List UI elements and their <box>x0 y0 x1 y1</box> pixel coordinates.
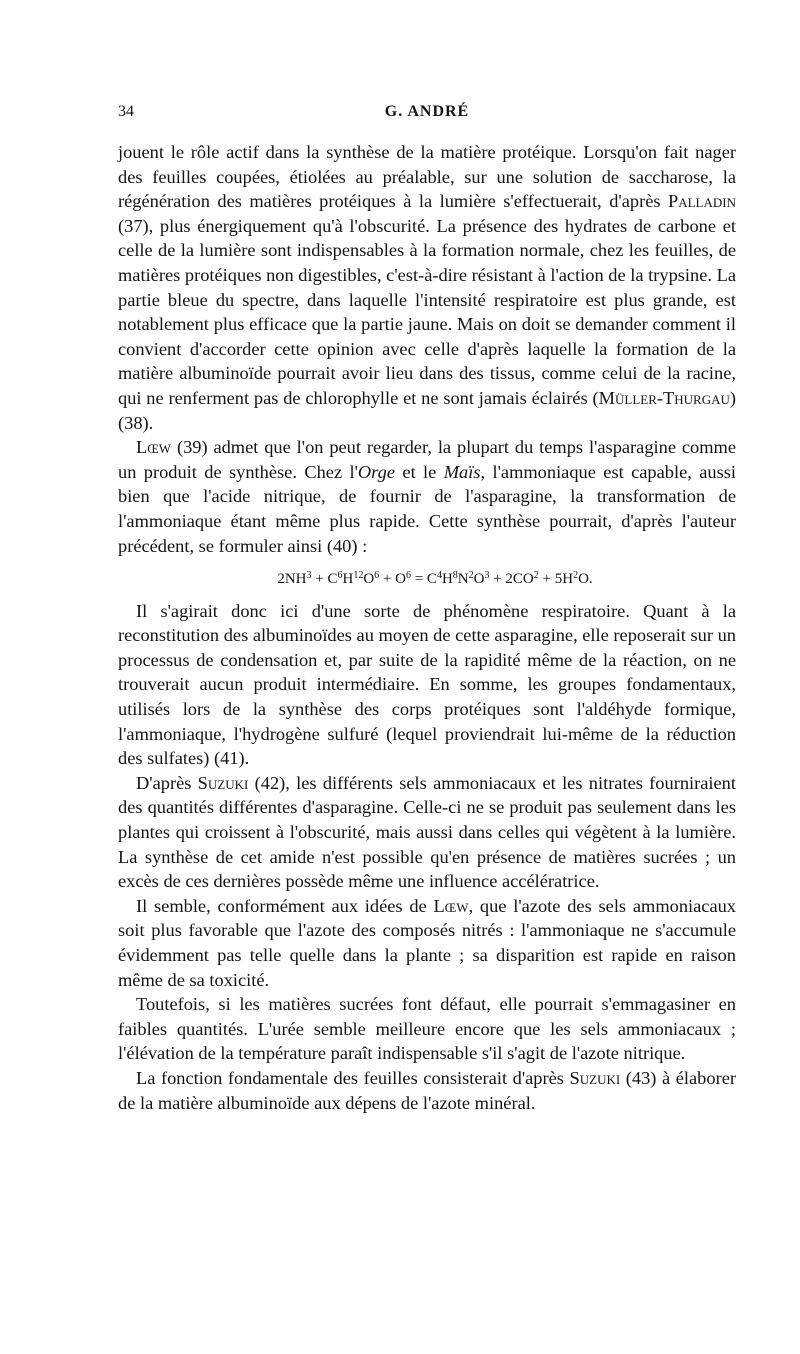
chemical-equation: $2NH^3 + C^6H^{12}O^6 + O^6 = C^4H^8N^2O^3 + 2CO^2 + 5H^2O$. <box>277 570 593 588</box>
body-text <box>118 140 736 1115</box>
plant-name: Orge <box>357 461 396 482</box>
author-name: Lœw <box>433 895 469 916</box>
paragraph: Il semble, conformément aux idées de Lœw, que l'azote des sels ammoniacaux soit plus favorable que l'azote des composés nitrés : l'ammoniaque ne s'accumule évidemment pas telle quelle dans la plante ; sa disparition est rapide en raison même de sa toxicité. <box>118 895 736 990</box>
paragraph: Toutefois, si les matières sucrées font défaut, elle pourrait s'emmagasiner en faibles quantités. L'urée semble meilleure encore que les sels ammoniacaux ; l'élévation de la température paraît indispensable s'il s'agit de l'azote nitrique. <box>118 994 736 1064</box>
paragraph: Il s'agirait donc ici d'une sorte de phénomène respiratoire. Quant à la reconstitution des albuminoïdes au moyen de cette asparagine, elle reposerait sur un processus de condensation et, par suite de la rapidité même de la réaction, on ne trouverait aucun produit intermédiaire. En somme, les groupes fondamentaux, utilisés lors de la synthèse des corps protéiques sont l'aldéhyde formique, l'ammoniaque, l'hydrogène sulfuré (lequel proviendrait lui-même de la réduction des sulfates) (41). <box>118 600 736 769</box>
plant-name: Maïs <box>443 461 481 482</box>
page-number: 34 <box>118 103 134 120</box>
page-header <box>118 101 736 127</box>
paragraph: La fonction fondamentale des feuilles consisterait d'après Suzuki (43) à élaborer de la matière albuminoïde aux dépens de l'azote minéral. <box>118 1067 736 1113</box>
author-name: Suzuki <box>197 772 249 793</box>
paragraph: jouent le rôle actif dans la synthèse de la matière protéique. Lorsqu'on fait nager des feuilles coupées, étiolées au préalable, sur une solution de saccharose, la régénération des matières protéiques à la lumière s'effectuerait, d'après Palladin (37), plus énergiquement qu'à l'obscurité. La présence des hydrates de carbone et celle de la lumière sont indispensables à la formation normale, chez les feuilles, de matières protéiques non digestibles, c'est-à-dire résistant à l'action de la trypsine. La partie bleue du spectre, dans laquelle l'intensité respiratoire est plus grande, est notablement plus efficace que la partie jaune. Mais on doit se demander comment il convient d'accorder cette opinion avec celle d'après laquelle la formation de la matière albuminoïde pourrait avoir lieu dans des tissus, comme celui de la racine, qui ne renferment pas de chlorophylle et ne sont jamais éclairés (Müller-Thurgau) (38). <box>118 142 736 433</box>
paragraph: D'après Suzuki (42), les différents sels ammoniacaux et les nitrates fourniraient des quantités différentes d'asparagine. Celle-ci ne se produit pas seulement dans les plantes qui croissent à l'obscurité, mais aussi dans celles qui végètent à la lumière. La synthèse de cet amide n'est possible qu'en présence de matières sucrées ; un excès de ces dernières possède même une influence accélératrice. <box>118 772 736 892</box>
author-name: Palladin <box>668 191 736 212</box>
author-name: Suzuki <box>569 1067 621 1088</box>
paragraph: Lœw (39) admet que l'on peut regarder, la plupart du temps l'asparagine comme un produit de synthèse. Chez l'Orge et le Maïs, l'ammoniaque est capable, aussi bien que l'acide nitrique, de fournir de l'asparagine, la transformation de l'ammoniaque étant même plus rapide. Cette synthèse pourrait, d'après l'auteur précédent, se formuler ainsi (40) : <box>118 437 736 556</box>
running-title: G. ANDRÉ <box>384 103 470 120</box>
author-name: Lœw <box>136 437 172 458</box>
author-name: Müller-Thurgau <box>598 387 730 408</box>
